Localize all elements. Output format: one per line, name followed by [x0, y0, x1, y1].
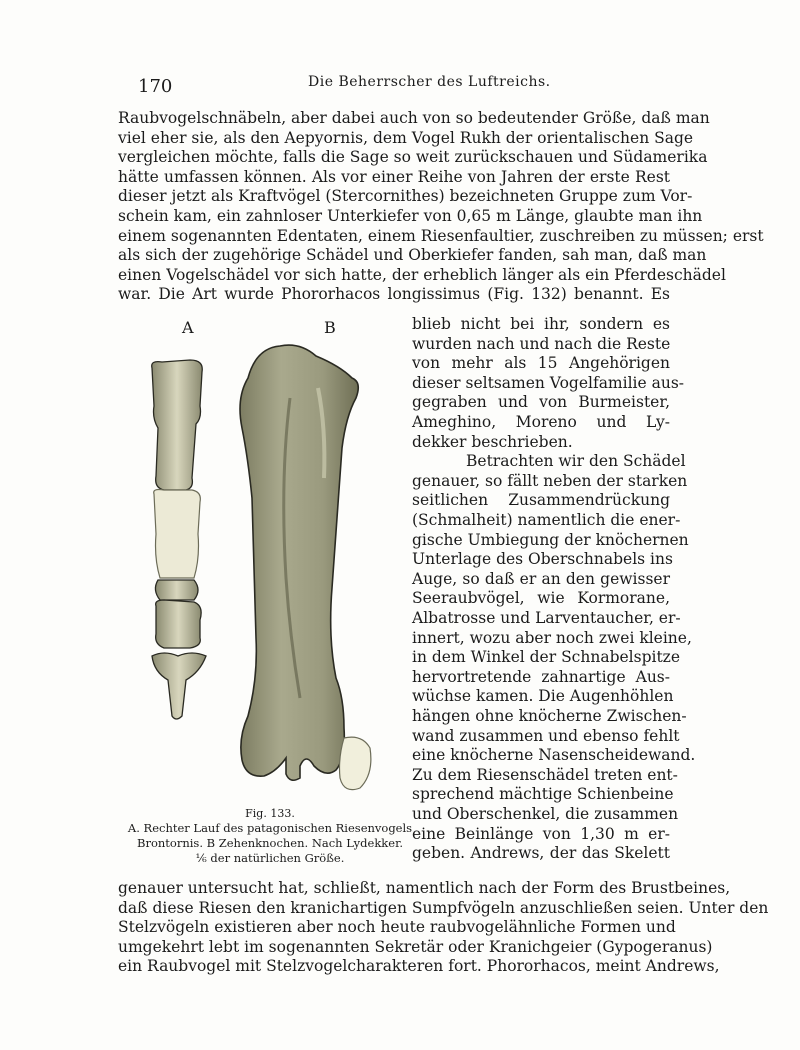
text-line: genauer, so fällt neben der starken: [412, 471, 688, 490]
text-line: gische Umbiegung der knöchernen: [412, 530, 689, 549]
phalanx-1: [152, 360, 203, 490]
text-line: hervortretende zahnartige Aus-: [412, 667, 670, 686]
text-line: genauer untersucht hat, schließt, namentlich nach der Form des Brustbeines,: [118, 879, 731, 897]
text-line: eine Beinlänge von 1,30 m er-: [412, 824, 670, 843]
text-line: eine knöcherne Nasenscheidewand.: [412, 746, 696, 765]
text-line: Seeraubvögel, wie Kormorane,: [412, 589, 670, 608]
text-line: blieb nicht bei ihr, sondern es: [412, 315, 670, 333]
bone-figure: [130, 318, 410, 818]
text-line: wand zusammen und ebenso fehlt: [412, 726, 680, 745]
figure-caption: [120, 806, 420, 866]
bone-illustration: [130, 338, 410, 818]
caption-line-3: ⅙ der natürlichen Größe.: [195, 851, 345, 865]
figure-label-a: A: [182, 318, 194, 337]
claw-phalanx: [152, 653, 206, 719]
text-line: seitlichen Zusammendrückung: [412, 491, 670, 510]
text-line: wüchse kamen. Die Augenhöhlen: [412, 687, 674, 706]
caption-line-2: Brontornis. B Zehenknochen. Nach Lydekker.: [137, 836, 403, 850]
phalanx-2: [154, 490, 201, 579]
text-line: vergleichen möchte, falls die Sage so weit zurückschauen und Südamerika: [118, 148, 708, 167]
text-line: viel eher sie, als den Aepyornis, dem Vogel Rukh der orientalischen Sage: [118, 128, 694, 147]
caption-number: Fig. 133.: [245, 807, 295, 820]
text-line: Stelzvögeln existieren aber noch heute raubvogelähnliche Formen und: [118, 918, 676, 937]
distal-fragment: [340, 737, 371, 790]
text-line: Auge, so daß er an den gewisser: [412, 569, 670, 588]
figure-label-b: B: [324, 318, 336, 337]
text-line: sprechend mächtige Schienbeine: [412, 785, 674, 804]
phalanx-3: [155, 580, 198, 600]
text-line: einem sogenannten Edentaten, einem Riesenfaultier, zuschreiben zu müssen; erst: [118, 226, 764, 245]
text-line: umgekehrt lebt im sogenannten Sekretär oder Kranichgeier (Gypogeranus): [118, 937, 713, 956]
text-line: Ameghino, Moreno und Ly-: [412, 413, 670, 431]
running-head: Die Beherrscher des Luftreichs.: [308, 74, 551, 90]
text-line: dieser jetzt als Kraftvögel (Stercornithes) bezeichneten Gruppe zum Vor-: [118, 187, 693, 206]
text-line: ein Raubvogel mit Stelzvogelcharakteren fort. Phororhacos, meint Andrews,: [118, 957, 720, 976]
text-line: dieser seltsamen Vogelfamilie aus-: [412, 373, 685, 392]
text-line: (Schmalheit) namentlich die ener-: [412, 511, 681, 529]
text-line: Betrachten wir den Schädel: [466, 452, 686, 471]
text-line: einen Vogelschädel vor sich hatte, der erheblich länger als ein Pferdeschädel: [118, 265, 726, 284]
caption-line-1: A. Rechter Lauf des patagonischen Riesenvogels: [127, 821, 413, 835]
text-line: und Oberschenkel, die zusammen: [412, 805, 679, 823]
text-line: war. Die Art wurde Phororhacos longissimus (Fig. 132) benannt. Es: [118, 285, 670, 304]
bone-shaft: [240, 345, 358, 780]
text-line: Albatrosse und Larventaucher, er-: [412, 609, 681, 627]
text-line: wurden nach und nach die Reste: [412, 334, 671, 353]
text-line: in dem Winkel der Schnabelspitze: [412, 648, 681, 667]
toe-bones-a: [152, 360, 206, 719]
text-line: daß diese Riesen den kranichartigen Sumpfvögeln anzuschließen seien. Unter den: [118, 898, 769, 917]
phalanx-4: [156, 600, 201, 648]
text-line: geben. Andrews, der das Skelett: [412, 844, 670, 863]
text-line: gegraben und von Burmeister,: [412, 393, 670, 412]
text-line: Raubvogelschnäbeln, aber dabei auch von so bedeutender Größe, daß man: [118, 109, 710, 127]
tarsometatarsus-b: [240, 345, 371, 790]
page-number: 170: [138, 76, 173, 97]
text-line: Unterlage des Oberschnabels ins: [412, 550, 673, 569]
text-line: hängen ohne knöcherne Zwischen-: [412, 707, 687, 725]
text-line: innert, wozu aber noch zwei kleine,: [412, 628, 692, 647]
text-line: dekker beschrieben.: [412, 432, 573, 451]
text-line: Zu dem Riesenschädel treten ent-: [412, 765, 678, 784]
text-line: schein kam, ein zahnloser Unterkiefer von 0,65 m Länge, glaubte man ihn: [118, 207, 703, 225]
text-line: hätte umfassen können. Als vor einer Reihe von Jahren der erste Rest: [118, 167, 670, 186]
text-line: als sich der zugehörige Schädel und Oberkiefer fanden, sah man, daß man: [118, 246, 707, 265]
text-line: von mehr als 15 Angehörigen: [412, 354, 670, 373]
